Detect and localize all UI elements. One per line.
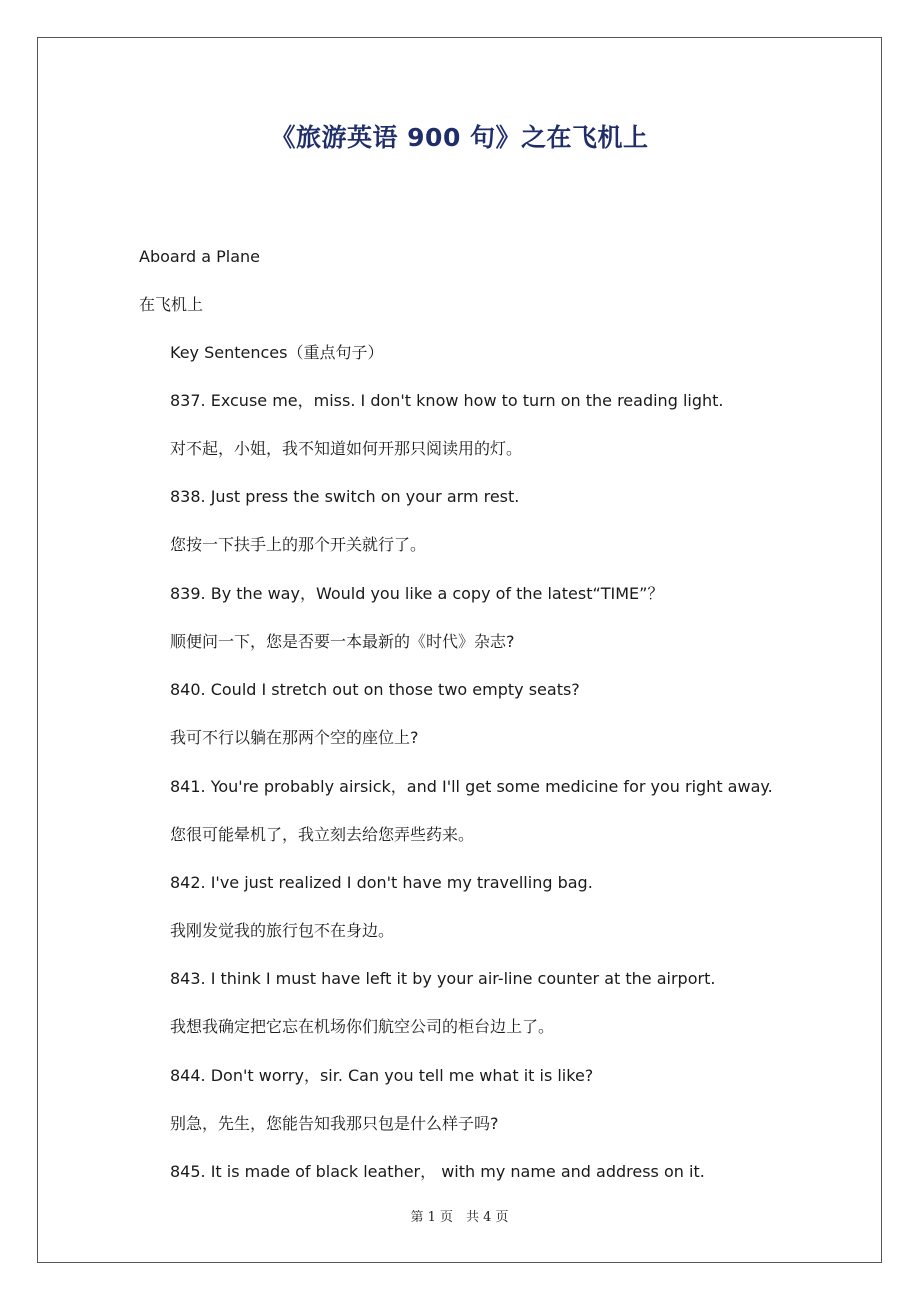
section-heading-chinese: 在飞机上 xyxy=(139,295,204,314)
sentence-english: 840. Could I stretch out on those two empty seats? xyxy=(170,680,580,699)
sentence-english: 837. Excuse me，miss. I don't know how to turn on the reading light. xyxy=(170,391,724,410)
sentence-english: 841. You're probably airsick，and I'll get some medicine for you right away. xyxy=(170,777,773,796)
sentence-chinese: 顺便问一下，您是否要一本最新的《时代》杂志? xyxy=(170,632,515,651)
sentence-chinese: 您很可能晕机了，我立刻去给您弄些药来。 xyxy=(170,825,475,844)
sentence-english: 838. Just press the switch on your arm rest. xyxy=(170,487,520,506)
sentence-chinese: 我想我确定把它忘在机场你们航空公司的柜台边上了。 xyxy=(170,1017,555,1036)
sentence-english: 845. It is made of black leather， with my name and address on it. xyxy=(170,1162,705,1181)
sentence-english: 842. I've just realized I don't have my travelling bag. xyxy=(170,873,593,892)
page-number-footer: 第 1 页 共 4 页 xyxy=(410,1210,509,1225)
document-title: 《旅游英语 900 句》之在飞机上 xyxy=(270,123,649,152)
sentence-english: 839. By the way，Would you like a copy of the latest“TIME”？ xyxy=(170,584,664,603)
sentence-chinese: 我可不行以躺在那两个空的座位上? xyxy=(170,728,419,747)
key-sentences-label: Key Sentences（重点句子） xyxy=(170,343,384,362)
sentence-english: 844. Don't worry，sir. Can you tell me what it is like? xyxy=(170,1066,594,1085)
sentence-chinese: 对不起，小姐，我不知道如何开那只阅读用的灯。 xyxy=(170,439,523,458)
sentence-chinese: 别急，先生，您能告知我那只包是什么样子吗? xyxy=(170,1114,499,1133)
sentence-chinese: 您按一下扶手上的那个开关就行了。 xyxy=(170,535,427,554)
sentence-english: 843. I think I must have left it by your air-line counter at the airport. xyxy=(170,969,716,988)
sentence-chinese: 我刚发觉我的旅行包不在身边。 xyxy=(170,921,395,940)
section-heading-english: Aboard a Plane xyxy=(139,247,261,266)
